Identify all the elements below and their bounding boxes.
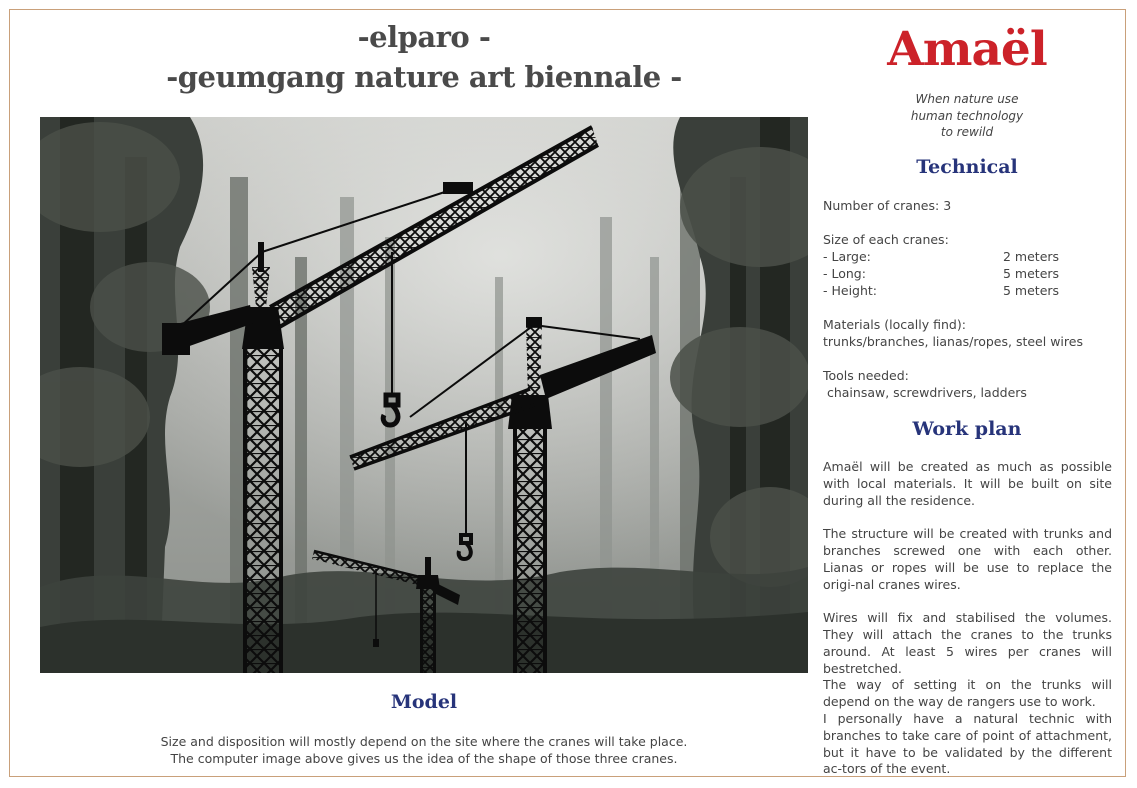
page-subtitle: -geumgang nature art biennale - (166, 60, 682, 94)
materials-title: Materials (locally find): (823, 317, 966, 332)
size-label: - Large: (823, 249, 871, 264)
work-plan-paragraph: I personally have a natural technic with branches to take care of point of attachment, but it have to be validated by the different ac-tors of the event. (823, 710, 1112, 777)
work-plan-paragraph: The structure will be created with trunks and branches screwed one with each other. Lianas or ropes will be use to replace the origi-nal cranes wires. (823, 526, 1112, 592)
model-description (40, 733, 808, 767)
tagline-line: When nature use (915, 92, 1019, 106)
crane-illustration (40, 117, 808, 673)
size-label: - Long: (823, 266, 866, 281)
tagline (878, 91, 1056, 141)
tools-title: Tools needed: (823, 368, 909, 383)
materials-list: trunks/branches, lianas/ropes, steel wires (823, 334, 1083, 349)
size-row (823, 265, 1113, 282)
model-line: The computer image above gives us the idea of the shape of those three cranes. (170, 751, 678, 766)
tools-list: chainsaw, screwdrivers, ladders (823, 385, 1027, 400)
number-of-cranes: Number of cranes: 3 (823, 198, 952, 213)
size-value: 5 meters (1003, 266, 1060, 281)
size-value: 2 meters (1003, 249, 1060, 264)
tagline-line: to rewild (940, 125, 994, 139)
size-row (823, 282, 1113, 299)
work-plan-paragraph: The way of setting it on the trunks will depend on the way de rangers use to work. (823, 677, 1112, 710)
model-line: Size and disposition will mostly depend on the site where the cranes will take place. (160, 734, 688, 749)
cranes-forest-image (40, 117, 808, 673)
model-heading: Model (390, 691, 458, 713)
technical-specs (823, 197, 1113, 401)
work-plan-paragraph: Amaël will be created as much as possible with local materials. It will be built on site during all the residence. (823, 459, 1112, 508)
technical-heading: Technical (916, 156, 1018, 178)
page-title: -elparo - (357, 20, 491, 54)
size-label: - Height: (823, 283, 878, 298)
size-value: 5 meters (1003, 283, 1060, 298)
work-plan-text (823, 459, 1112, 778)
tagline-line: human technology (910, 108, 1024, 123)
work-plan-heading: Work plan (912, 418, 1022, 440)
amael-logo: Amaël (887, 22, 1047, 77)
size-title: Size of each cranes: (823, 232, 949, 247)
work-plan-paragraph: Wires will fix and stabilised the volumes. They will attach the cranes to the trunks around. At least 5 wires per cranes will bestretched. (823, 610, 1112, 676)
size-row (823, 248, 1113, 265)
